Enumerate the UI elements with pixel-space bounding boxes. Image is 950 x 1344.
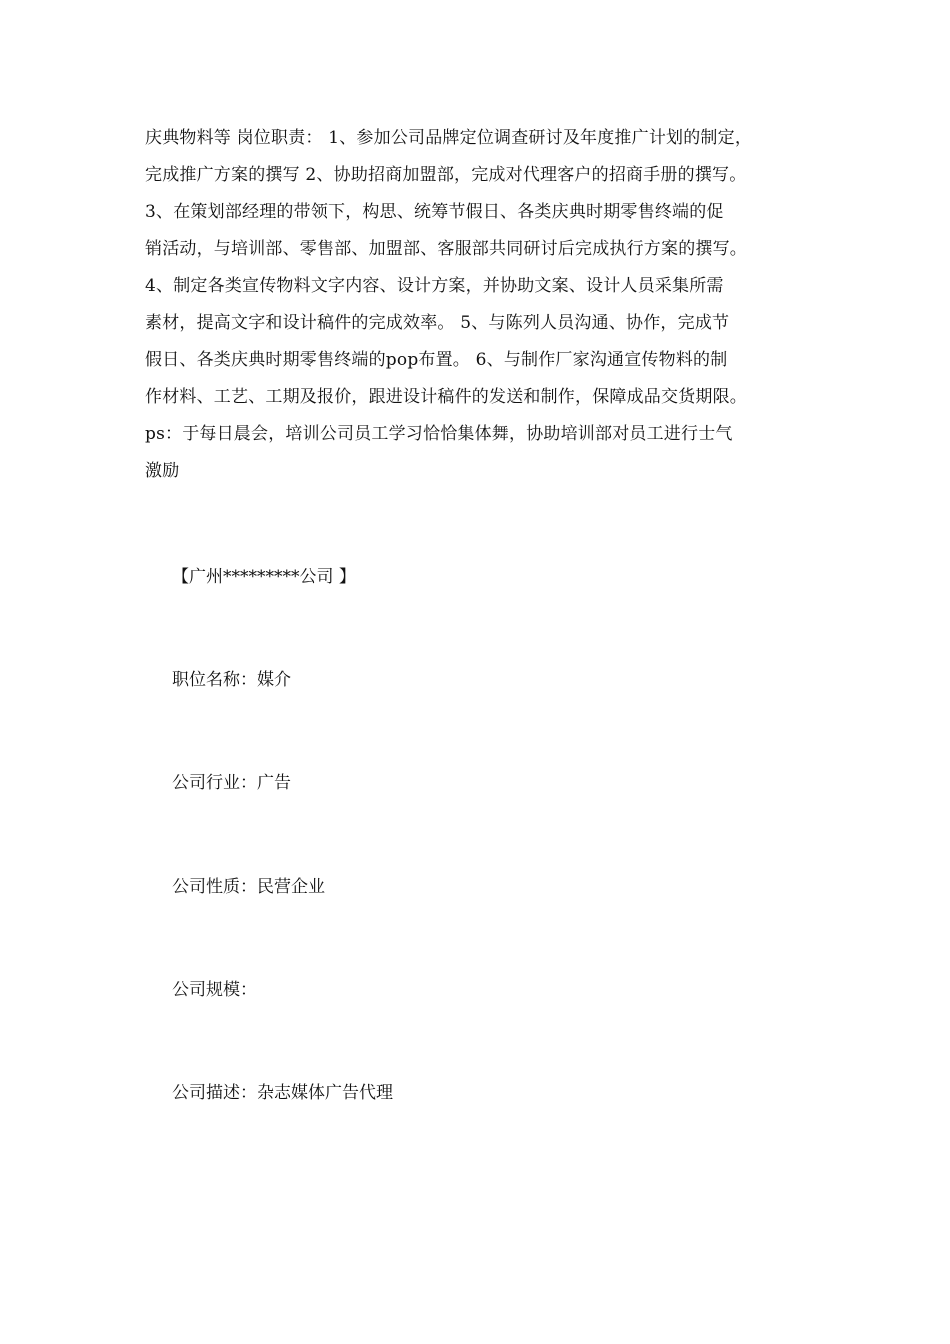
company-scale-field: 公司规模： bbox=[172, 980, 257, 1000]
position-name-field: 职位名称：媒介 bbox=[172, 670, 291, 690]
paragraph-line: 3、在策划部经理的带领下，构思、统筹节假日、各类庆典时期零售终端的促 bbox=[145, 202, 724, 222]
company-description-field: 公司描述：杂志媒体广告代理 bbox=[172, 1083, 393, 1103]
paragraph-line: 庆典物料等 岗位职责： 1、参加公司品牌定位调查研讨及年度推广计划的制定， bbox=[145, 128, 753, 148]
paragraph-line: 激励 bbox=[145, 461, 180, 481]
paragraph-line: 完成推广方案的撰写 2、协助招商加盟部，完成对代理客户的招商手册的撰写。 bbox=[145, 165, 747, 185]
paragraph-line: 假日、各类庆典时期零售终端的pop布置。 6、与制作厂家沟通宣传物料的制 bbox=[145, 350, 728, 370]
job-duties-paragraph bbox=[145, 120, 815, 490]
company-nature-field: 公司性质：民营企业 bbox=[172, 877, 325, 897]
paragraph-line: 作材料、工艺、工期及报价，跟进设计稿件的发送和制作，保障成品交货期限。 bbox=[145, 387, 747, 407]
paragraph-line: 4、制定各类宣传物料文字内容、设计方案，并协助文案、设计人员采集所需 bbox=[145, 276, 724, 296]
paragraph-line: 销活动，与培训部、零售部、加盟部、客服部共同研讨后完成执行方案的撰写。 bbox=[145, 239, 747, 259]
company-industry-field: 公司行业：广告 bbox=[172, 773, 291, 793]
paragraph-line: 素材，提高文字和设计稿件的完成效率。 5、与陈列人员沟通、协作，完成节 bbox=[145, 313, 730, 333]
company-heading: 【广州*********公司 】 bbox=[172, 567, 356, 587]
paragraph-line: ps：于每日晨会，培训公司员工学习恰恰集体舞，协助培训部对员工进行士气 bbox=[145, 424, 733, 444]
